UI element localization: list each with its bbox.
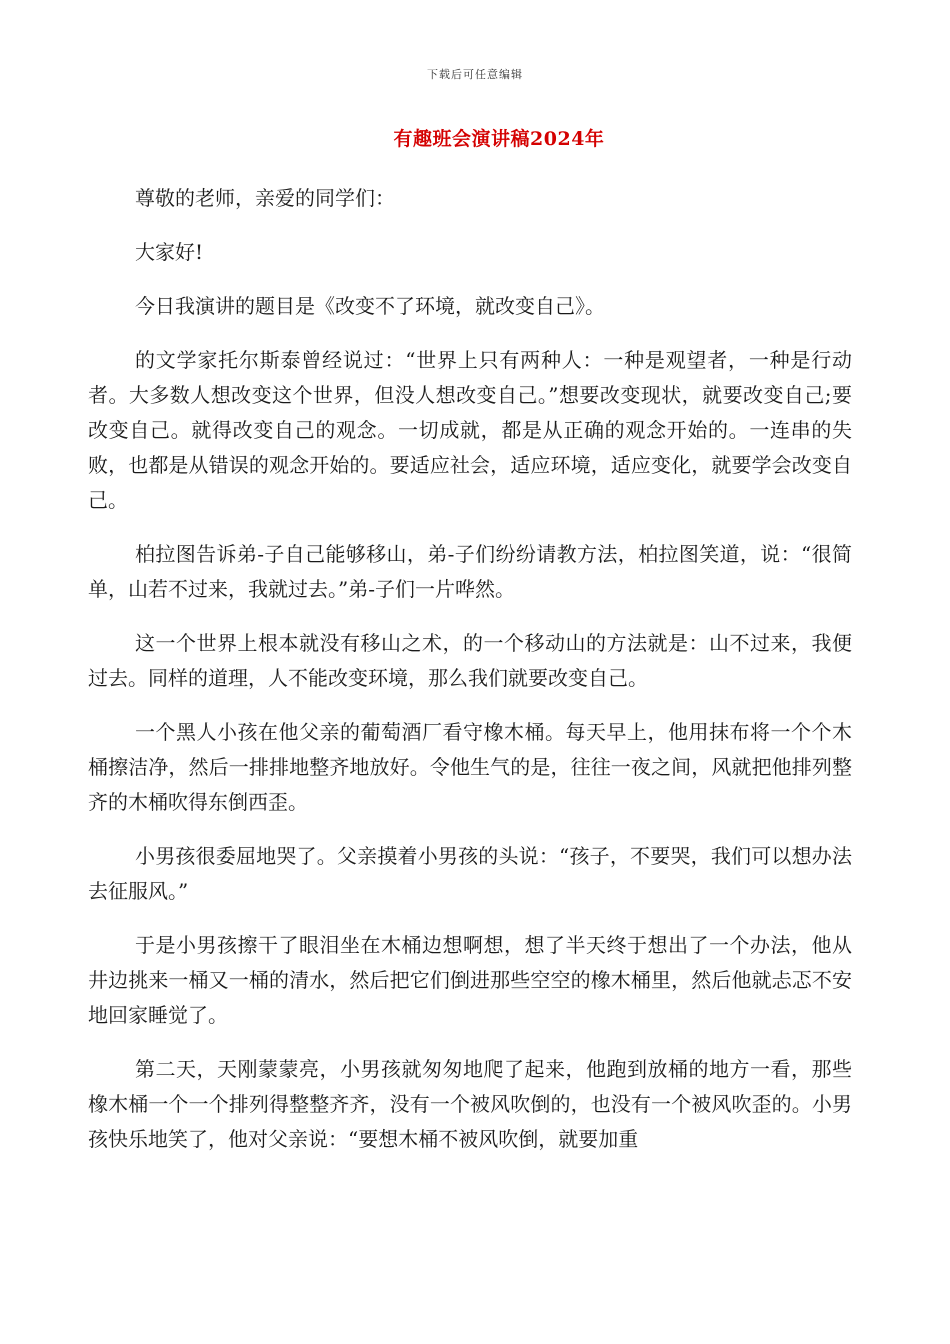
paragraph-idea: 于是小男孩擦干了眼泪坐在木桶边想啊想，想了半天终于想出了一个办法，他从井边挑来一桶又一桶的清水，然后把它们倒进那些空空的橡木桶里，然后他就忐忑不安地回家睡觉了。 xyxy=(88,933,852,1027)
paragraph-salutation: 尊敬的老师，亲爱的同学们： xyxy=(135,186,395,210)
document-body xyxy=(88,181,852,1176)
header-note: 下载后可任意编辑 xyxy=(427,68,523,81)
paragraph-mountain: 这一个世界上根本就没有移山之术，的一个移动山的方法就是：山不过来，我便过去。同样的道理，人不能改变环境，那么我们就要改变自己。 xyxy=(88,631,852,690)
paragraph-tolstoy: 的文学家托尔斯泰曾经说过：“世界上只有两种人：一种是观望者，一种是行动者。大多数人想改变这个世界，但没人想改变自己。”想要改变现状，就要改变自己;要改变自己。就得改变自己的观念。一切成就，都是从正确的观念开始的。一连串的失败，也都是从错误的观念开始的。要适应社会，适应环境，适应变化，就要学会改变自己。 xyxy=(88,348,852,512)
paragraph-crying: 小男孩很委屈地哭了。父亲摸着小男孩的头说：“孩子，不要哭，我们可以想办法去征服风。” xyxy=(88,844,852,903)
paragraph-barrels: 一个黑人小孩在他父亲的葡萄酒厂看守橡木桶。每天早上，他用抹布将一个个木桶擦洁净，然后一排排地整齐地放好。令他生气的是，往往一夜之间，风就把他排列整齐的木桶吹得东倒西歪。 xyxy=(88,720,852,814)
paragraph-topic: 今日我演讲的题目是《改变不了环境，就改变自己》。 xyxy=(135,294,605,318)
document-title: 有趣班会演讲稿2024年 xyxy=(393,128,605,150)
paragraph-next-day: 第二天，天刚蒙蒙亮，小男孩就匆匆地爬了起来，他跑到放桶的地方一看，那些橡木桶一个一个排列得整整齐齐，没有一个被风吹倒的，也没有一个被风吹歪的。小男孩快乐地笑了，他对父亲说：“要想木桶不被风吹倒，就要加重 xyxy=(88,1057,852,1151)
paragraph-greeting: 大家好! xyxy=(135,240,204,264)
paragraph-plato: 柏拉图告诉弟-子自己能够移山，弟-子们纷纷请教方法，柏拉图笑道，说：“很简单，山若不过来，我就过去。”弟-子们一片哗然。 xyxy=(88,542,852,601)
